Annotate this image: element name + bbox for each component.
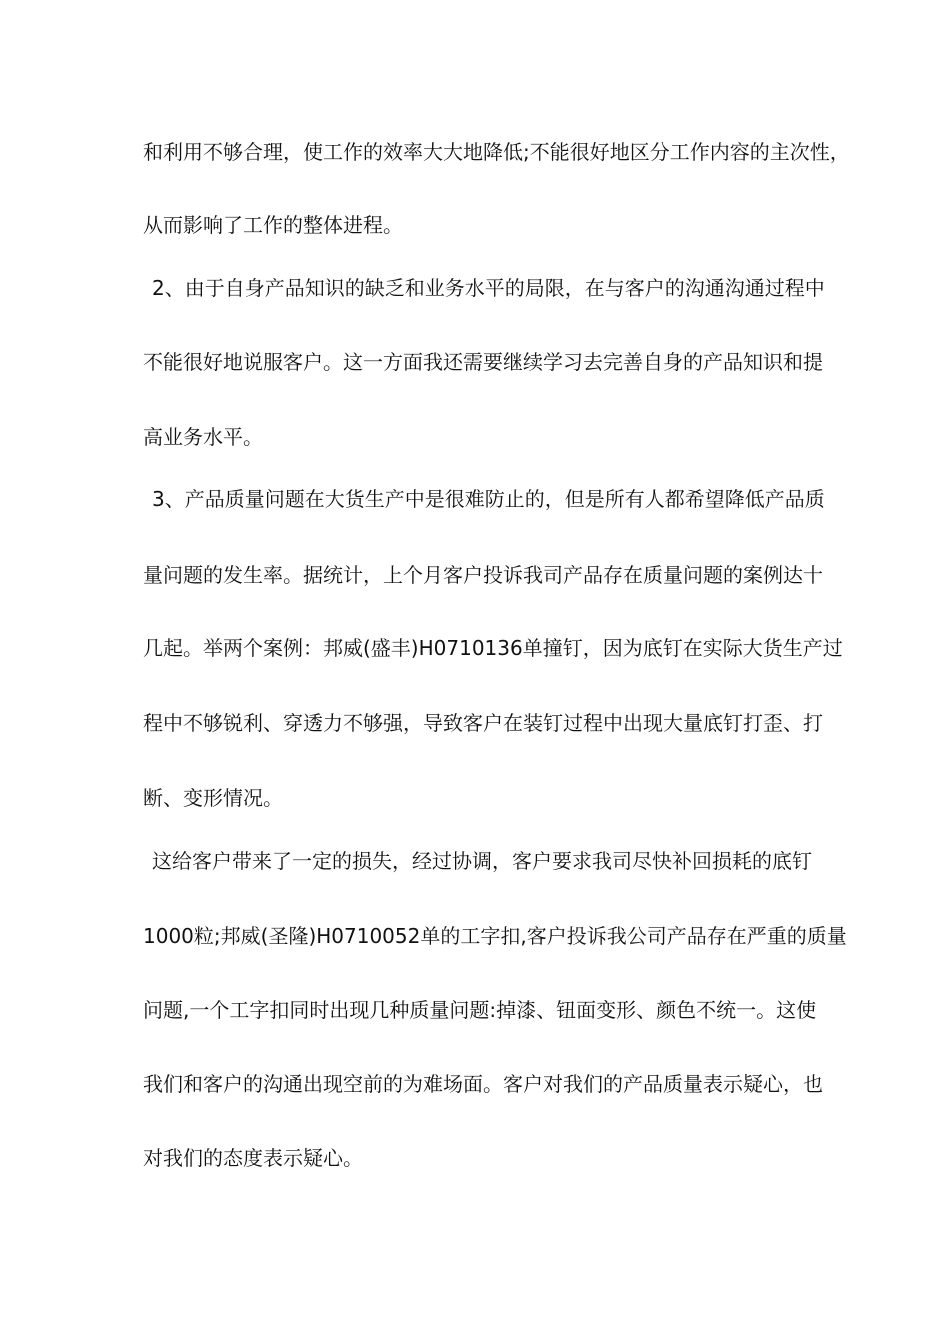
paragraph-line: 问题,一个工字扣同时出现几种质量问题:掉漆、钮面变形、颜色不统一。这使	[143, 998, 817, 1022]
paragraph-line: 这给客户带来了一定的损失，经过协调，客户要求我司尽快补回损耗的底钉	[152, 849, 812, 873]
paragraph-line: 几起。举两个案例：邦威(盛丰)H0710136单撞钉，因为底钉在实际大货生产过	[143, 636, 843, 660]
paragraph-line: 程中不够锐利、穿透力不够强，导致客户在装钉过程中出现大量底钉打歪、打	[143, 711, 823, 735]
paragraph-line: 量问题的发生率。据统计，上个月客户投诉我司产品存在质量问题的案例达十	[143, 563, 823, 587]
list-item-3-line: 3、产品质量问题在大货生产中是很难防止的，但是所有人都希望降低产品质	[152, 487, 825, 511]
paragraph-line: 高业务水平。	[143, 425, 263, 449]
paragraph-line: 对我们的态度表示疑心。	[143, 1146, 363, 1170]
paragraph-line: 不能很好地说服客户。这一方面我还需要继续学习去完善自身的产品知识和提	[143, 350, 823, 374]
paragraph-line: 从而影响了工作的整体进程。	[143, 213, 403, 237]
list-item-2-line: 2、由于自身产品知识的缺乏和业务水平的局限，在与客户的沟通沟通过程中	[152, 276, 825, 300]
paragraph-line: 和利用不够合理，使工作的效率大大地降低;不能很好地区分工作内容的主次性，	[143, 140, 850, 164]
paragraph-line: 我们和客户的沟通出现空前的为难场面。客户对我们的产品质量表示疑心，也	[143, 1072, 823, 1096]
paragraph-line: 断、变形情况。	[143, 786, 283, 810]
paragraph-line: 1000粒;邦威(圣隆)H0710052单的工字扣,客户投诉我公司产品存在严重的质量	[143, 924, 847, 948]
